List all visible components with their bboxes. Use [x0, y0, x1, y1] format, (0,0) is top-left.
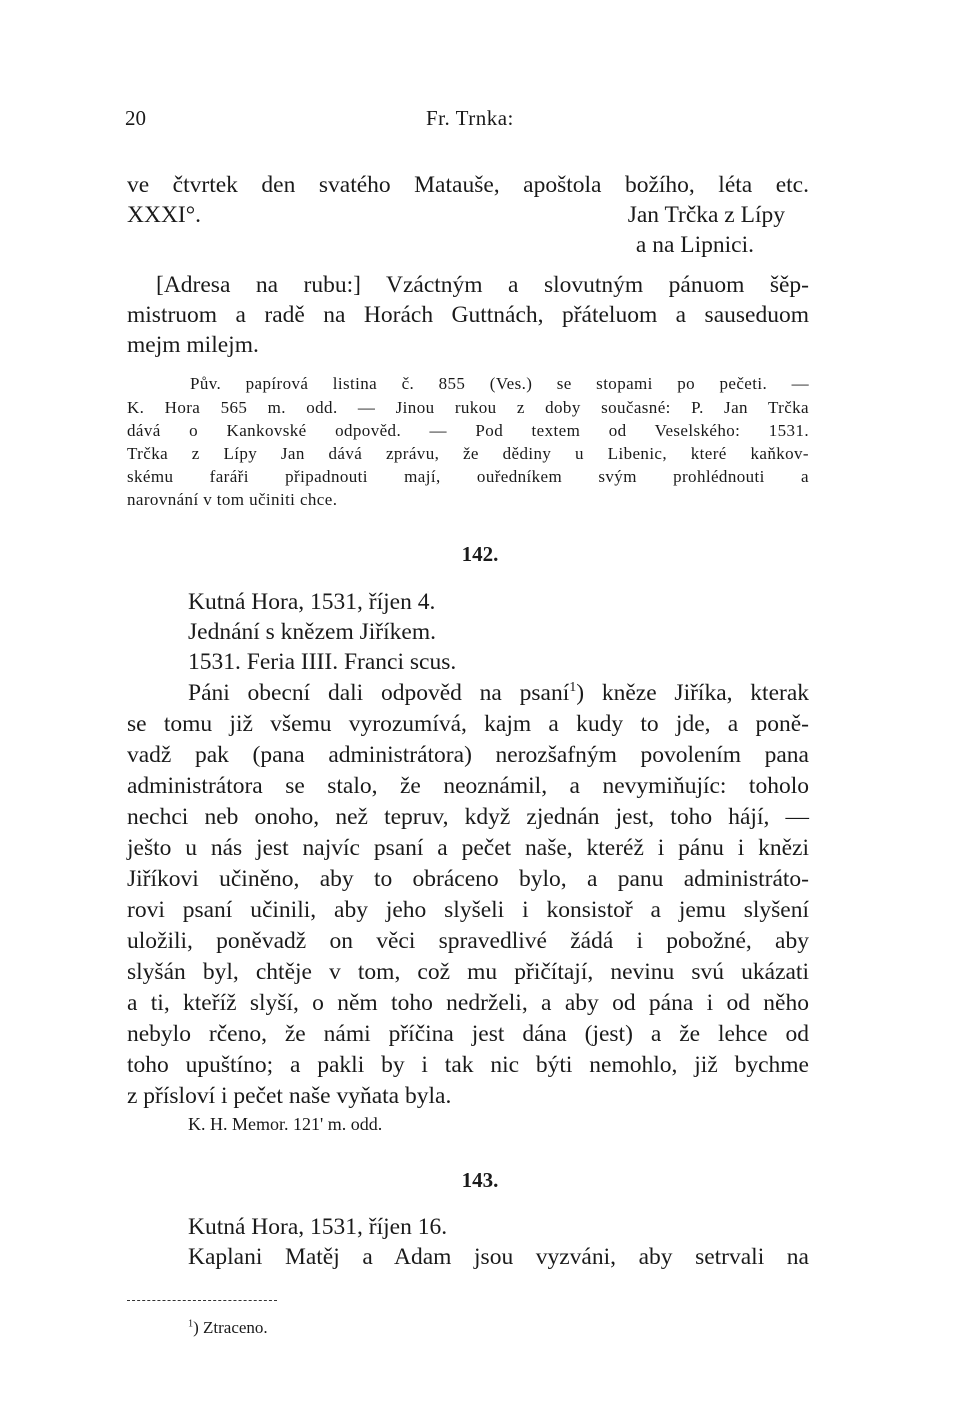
- document-number: 142.: [461, 542, 499, 566]
- body-line: Jiříkovi učiněno, aby to obráceno bylo, a panu administráto-: [127, 866, 809, 892]
- document-date-line: 1531. Feria IIII. Franci scus.: [188, 649, 457, 675]
- body-line: vadž pak (pana administrátora) nerozšafným povolením pana: [127, 742, 809, 768]
- commentary-line: Pův. papírová listina č. 855 (Ves.) se stopami po pečeti. —: [190, 374, 809, 393]
- commentary-line: narovnání v tom učiniti chce.: [127, 490, 338, 509]
- letter-year: XXXI°.: [127, 202, 202, 228]
- footnote: $^1$) Ztraceno.: [188, 1318, 268, 1337]
- commentary-line: dává o Kankovské odpověd. — Pod textem od Veselského: 1531.: [127, 421, 809, 440]
- body-line: slyšán byl, chtěje v tom, což mu přičítají, nevinu svú ukázati: [127, 959, 809, 985]
- body-line: uložili, poněvadž on věci spravedlivé žádá i pobožné, aby: [127, 928, 809, 954]
- document-subject: Jednání s knězem Jiříkem.: [188, 619, 436, 645]
- document-place-date: Kutná Hora, 1531, říjen 4.: [188, 589, 436, 615]
- address-line: [Adresa na rubu:] Vzáctným a slovutným pánuom šěp-: [156, 272, 809, 298]
- footnote-marker: 1: [188, 1318, 194, 1330]
- commentary-line: Trčka z Lípy Jan dává zprávu, že dědiny u Libenic, které kaňkov-: [127, 444, 809, 463]
- body-line: administrátora se stalo, že neoznámil, a nevymiňujíc: toholo: [127, 773, 809, 799]
- letter-signature-place: a na Lipnici.: [635, 232, 754, 258]
- letter-signature: Jan Trčka z Lípy: [627, 202, 785, 228]
- document-number: 143.: [461, 1168, 499, 1192]
- document-source: K. H. Memor. 121' m. odd.: [188, 1114, 383, 1134]
- commentary-line: skému faráři připadnouti mají, ouředníkem svým prohlédnouti a: [127, 467, 809, 486]
- address-line: mistruom a radě na Horách Guttnách, přáteluom a sauseduom: [127, 302, 809, 328]
- footnote-separator: [127, 1300, 277, 1301]
- body-line: se tomu již všemu vyrozumívá, kajm a kudy to jde, a poně-: [127, 711, 809, 737]
- address-line: mejm milejm.: [127, 332, 259, 358]
- body-line: nechci neb onoho, než tepruv, když zjednán jest, toho hájí, —: [127, 804, 809, 830]
- body-line: toho upuštíno; a pakli by i tak nic býti nemohlo, již bychme: [127, 1052, 809, 1078]
- body-line: z přísloví i pečet naše vyňata byla.: [127, 1083, 452, 1109]
- body-line: a ti, kteříž slyší, o něm toho nedrželi, a aby od pána i od něho: [127, 990, 809, 1016]
- running-head: Fr. Trnka:: [426, 106, 514, 130]
- commentary-line: K. Hora 565 m. odd. — Jinou rukou z doby současné: P. Jan Trčka: [127, 398, 809, 417]
- body-line: nebylo rčeno, že námi příčina jest dána (jest) a že lehce od: [127, 1021, 809, 1047]
- footnote-marker: 1: [569, 679, 577, 696]
- body-line: ješto u nás jest najvíc psaní a pečet naše, kteréž i pánu i knězi: [127, 835, 809, 861]
- body-line: rovi psaní učinili, aby jeho slyšeli i konsistoř a jemu slyšení: [127, 897, 809, 923]
- page-number: 20: [125, 106, 146, 130]
- letter-closing-line: ve čtvrtek den svatého Matauše, apoštola božího, léta etc.: [127, 172, 809, 198]
- body-line: Kaplani Matěj a Adam jsou vyzváni, aby setrvali na: [188, 1244, 809, 1270]
- document-place-date: Kutná Hora, 1531, říjen 16.: [188, 1214, 448, 1240]
- body-line: Páni obecní dali odpověd na psaní$^1$) kněze Jiříka, kterak: [188, 679, 810, 706]
